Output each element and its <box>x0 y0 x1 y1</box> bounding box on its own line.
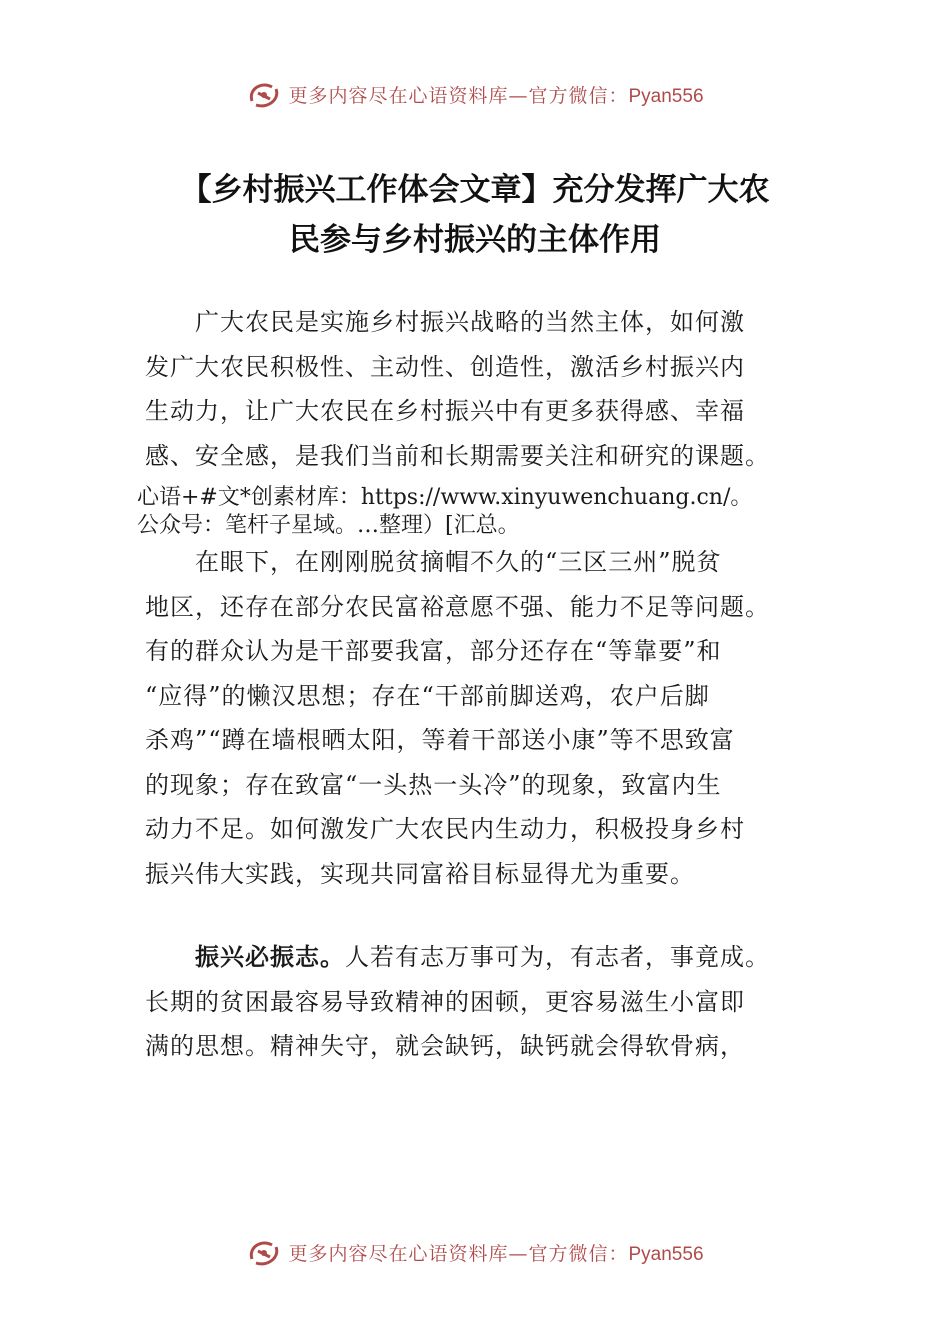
paragraph-2 <box>145 540 815 896</box>
text-line <box>145 935 815 980</box>
footer-banner <box>0 1232 950 1272</box>
footer-wechat-id: Pyan556 <box>628 1243 704 1265</box>
text-line: 有的群众认为是干部要我富，部分还存在“等靠要”和 <box>145 637 722 665</box>
text-line: 的现象；存在致富“一头热一头冷”的现象，致富内生 <box>145 770 722 799</box>
header-text-main: 更多内容尽在心语资料库—官方微信： <box>288 84 629 107</box>
paragraph-1 <box>145 300 815 478</box>
logo-icon <box>246 79 282 109</box>
text-line: “应得”的懒汉思想；存在“干部前脚送鸡，农户后脚 <box>145 681 710 710</box>
text-line: 广大农民是实施乡村振兴战略的当然主体，如何激 <box>145 308 745 336</box>
watermark-line: 公众号：笔杆子星域。…整理）[汇总。 <box>137 513 520 538</box>
text-line: 感、安全感，是我们当前和长期需要关注和研究的课题。 <box>145 441 770 470</box>
text-line: 在眼下，在刚刚脱贫摘帽不久的“三区三州”脱贫 <box>145 548 722 576</box>
title-line: 民参与乡村振兴的主体作用 <box>289 222 661 258</box>
paragraph-3 <box>145 935 815 1069</box>
footer-text-main: 更多内容尽在心语资料库—官方微信： <box>288 1242 629 1265</box>
watermark-text <box>137 484 837 540</box>
header-text <box>288 81 703 108</box>
header-banner <box>0 74 950 114</box>
footer-text <box>288 1239 703 1266</box>
lead-line-rest: 人若有志万事可为，有志者，事竟成。 <box>345 943 770 971</box>
document-title <box>100 165 850 265</box>
text-line: 振兴伟大实践，实现共同富裕目标显得尤为重要。 <box>145 859 695 888</box>
text-line: 满的思想。精神失守，就会缺钙，缺钙就会得软骨病， <box>145 1032 745 1060</box>
text-line: 长期的贫困最容易导致精神的困顿，更容易滋生小富即 <box>145 987 745 1016</box>
text-line: 地区，还存在部分农民富裕意愿不强、能力不足等问题。 <box>145 592 770 621</box>
title-line: 【乡村振兴工作体会文章】充分发挥广大农 <box>180 172 770 208</box>
text-line: 杀鸡”“蹲在墙根晒太阳，等着干部送小康”等不思致富 <box>145 726 735 754</box>
text-line: 动力不足。如何激发广大农民内生动力，积极投身乡村 <box>145 815 745 843</box>
section-lead: 振兴必振志。 <box>195 943 345 971</box>
watermark-line: 心语+#文*创素材库：https://www.xinyuwenchuang.cn/。 <box>137 485 753 510</box>
text-line: 发广大农民积极性、主动性、创造性，激活乡村振兴内 <box>145 352 745 381</box>
logo-icon <box>246 1237 282 1267</box>
header-wechat-id: Pyan556 <box>628 85 704 107</box>
text-line: 生动力，让广大农民在乡村振兴中有更多获得感、幸福 <box>145 397 745 425</box>
